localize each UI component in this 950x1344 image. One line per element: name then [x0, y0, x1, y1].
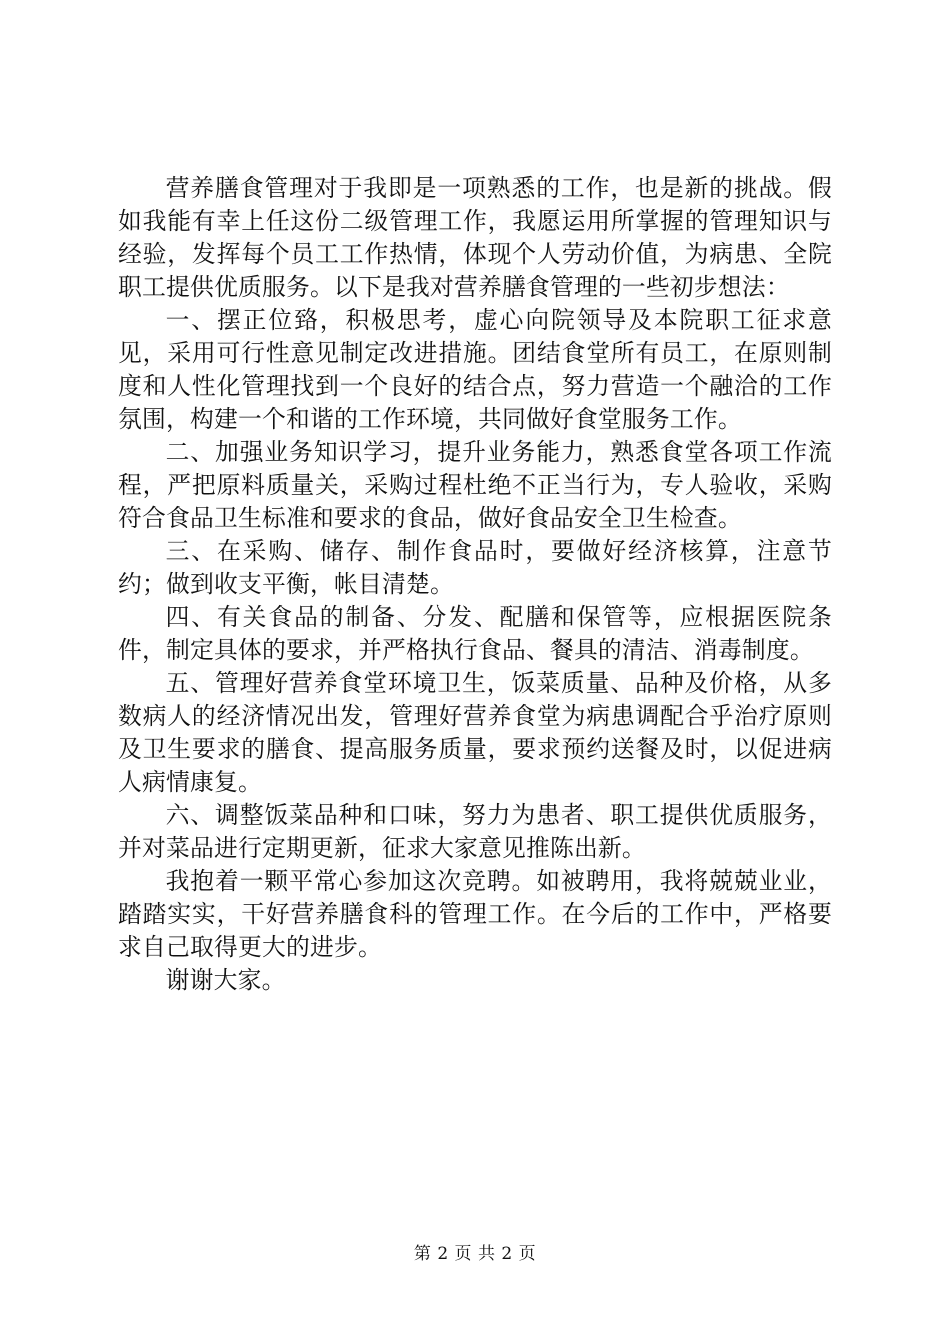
- paragraph-closing: 我抱着一颗平常心参加这次竞聘。如被聘用，我将兢兢业业，踏踏实实，干好营养膳食科的管理工作。在今后的工作中，严格要求自己取得更大的进步。: [118, 867, 832, 961]
- paragraph-point-6: 六、调整饭菜品种和口味，努力为患者、职工提供优质服务，并对菜品进行定期更新，征求大家意见推陈出新。: [118, 801, 832, 862]
- document-body: [118, 172, 832, 997]
- page-number-footer: 第 2 页 共 2 页: [413, 1244, 537, 1264]
- paragraph-point-3: 三、在采购、储存、制作食品时，要做好经济核算，注意节约；做到收支平衡，帐目清楚。: [118, 537, 832, 598]
- paragraph-point-2: 二、加强业务知识学习，提升业务能力，熟悉食堂各项工作流程，严把原料质量关，采购过程杜绝不正当行为，专人验收，采购符合食品卫生标准和要求的食品，做好食品安全卫生检查。: [118, 438, 832, 532]
- paragraph-intro: 营养膳食管理对于我即是一项熟悉的工作，也是新的挑战。假如我能有幸上任这份二级管理工作，我愿运用所掌握的管理知识与经验，发挥每个员工工作热情，体现个人劳动价值，为病患、全院职工提供优质服务。以下是我对营养膳食管理的一些初步想法：: [118, 174, 832, 301]
- paragraph-point-5: 五、管理好营养食堂环境卫生，饭菜质量、品种及价格，从多数病人的经济情况出发，管理好营养食堂为病患调配合乎治疗原则及卫生要求的膳食、提高服务质量，要求预约送餐及时，以促进病人病情康复。: [118, 669, 832, 796]
- paragraph-thanks: 谢谢大家。: [165, 966, 286, 994]
- paragraph-point-1: 一、摆正位臵，积极思考，虚心向院领导及本院职工征求意见，采用可行性意见制定改进措施。团结食堂所有员工，在原则制度和人性化管理找到一个良好的结合点，努力营造一个融洽的工作氛围，构建一个和谐的工作环境，共同做好食堂服务工作。: [118, 306, 832, 433]
- paragraph-point-4: 四、有关食品的制备、分发、配膳和保管等，应根据医院条件，制定具体的要求，并严格执行食品、餐具的清洁、消毒制度。: [118, 603, 832, 664]
